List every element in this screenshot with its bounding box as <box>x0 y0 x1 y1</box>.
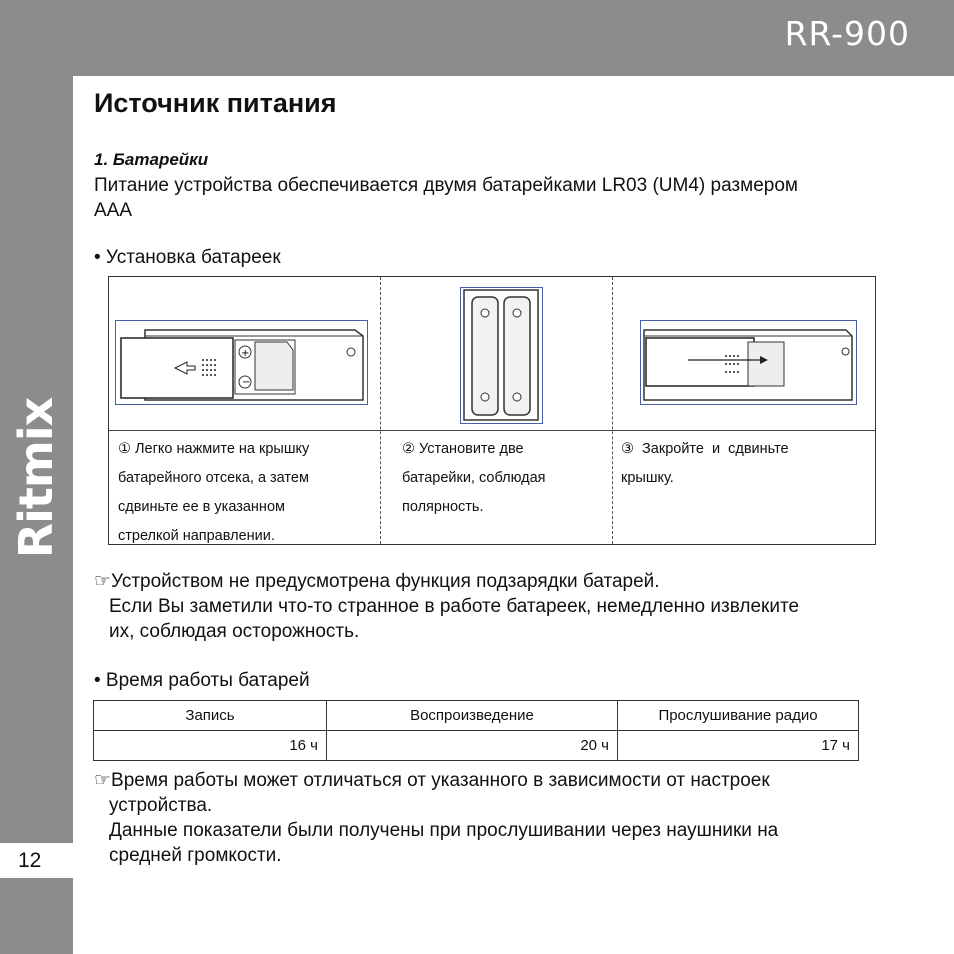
intro-text <box>94 173 884 223</box>
table-header: Прослушивание радио <box>618 701 859 731</box>
table-row <box>94 701 859 731</box>
footnote-line: средней громкости. <box>109 845 282 866</box>
intro-line: Питание устройства обеспечивается двумя батарейками LR03 (UM4) размером <box>94 175 798 196</box>
step-line: крышку. <box>621 470 674 486</box>
step-line: батарейки, соблюдая <box>402 470 546 486</box>
step-line: стрелкой направлении. <box>118 528 275 544</box>
table-header: Запись <box>94 701 327 731</box>
page-title: Источник питания <box>94 88 337 118</box>
model-name: RR-900 <box>784 14 910 53</box>
footnote-line: устройства. <box>109 795 213 816</box>
table-row <box>94 731 859 761</box>
warning-line: их, соблюдая осторожность. <box>109 621 360 642</box>
step-line: ② Установите две <box>402 441 524 457</box>
warning-note <box>94 569 799 644</box>
brand-logo: Ritmix <box>9 397 63 559</box>
runtime-table <box>93 700 859 761</box>
svg-text:+: + <box>241 348 250 359</box>
warning-line: ☞Устройством не предусмотрена функция подзарядки батарей. <box>94 571 660 592</box>
svg-text:−: − <box>242 377 251 388</box>
table-divider <box>380 277 381 544</box>
install-bullet: • Установка батареек <box>94 247 281 268</box>
table-cell: 17 ч <box>618 731 859 761</box>
section-heading: 1. Батарейки <box>94 150 209 169</box>
step-line: ③ Закройте и сдвиньте <box>621 441 789 457</box>
install-step-1 <box>118 435 378 551</box>
table-divider <box>612 277 613 544</box>
table-cell: 16 ч <box>94 731 327 761</box>
step-line: полярность. <box>402 499 484 515</box>
table-divider <box>109 430 875 431</box>
step-line: сдвиньте ее в указанном <box>118 499 285 515</box>
page-number: 12 <box>18 849 42 872</box>
install-table <box>108 276 876 545</box>
figure-batteries <box>460 287 544 425</box>
table-cell: 20 ч <box>327 731 618 761</box>
install-step-2 <box>402 435 612 522</box>
footnote-line: ☞Время работы может отличаться от указанного в зависимости от настроек <box>94 770 770 791</box>
footnote <box>94 768 778 868</box>
footnote-line: Данные показатели были получены при прослушивании через наушники на <box>109 820 779 841</box>
table-header: Воспроизведение <box>327 701 618 731</box>
intro-line: AAA <box>94 200 133 221</box>
figure-close-cover <box>640 320 858 406</box>
runtime-bullet: • Время работы батарей <box>94 670 310 691</box>
install-step-3 <box>621 435 867 493</box>
figure-open-cover <box>115 320 369 406</box>
warning-line: Если Вы заметили что-то странное в работе батареек, немедленно извлеките <box>109 596 800 617</box>
step-line: ① Легко нажмите на крышку <box>118 441 310 457</box>
step-line: батарейного отсека, а затем <box>118 470 309 486</box>
